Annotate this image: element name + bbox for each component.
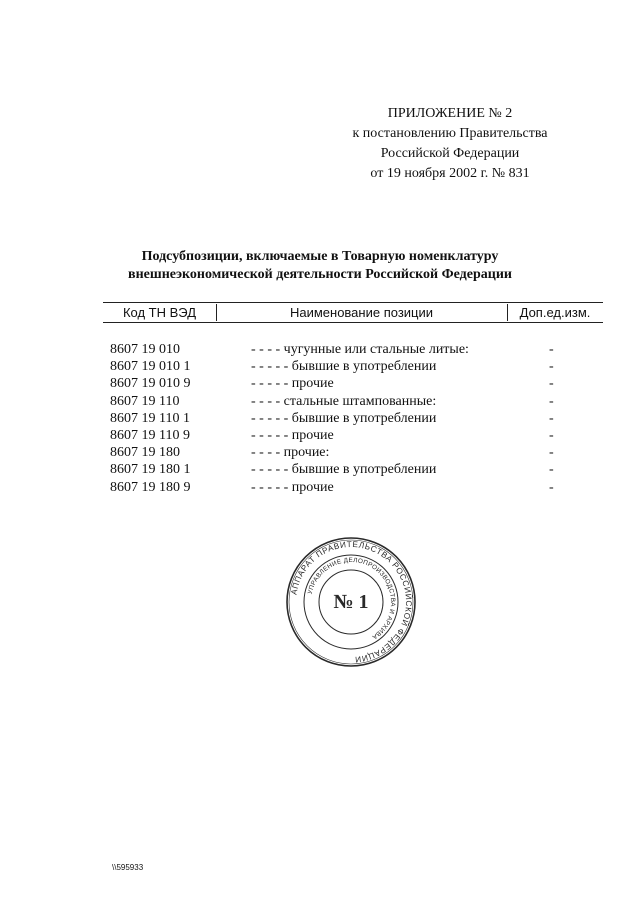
table-row <box>103 461 603 478</box>
row-code: 8607 19 180 1 <box>110 462 191 478</box>
row-unit: - <box>549 376 554 392</box>
table-row <box>103 375 603 392</box>
row-name: - - - - - прочие <box>251 479 334 495</box>
title-line-1: Подсубпозиции, включаемые в Товарную номенклатуру <box>141 249 499 264</box>
row-unit: - <box>549 393 554 409</box>
official-seal <box>285 536 417 668</box>
appendix-reference: к постановлению Правительства <box>352 126 548 141</box>
row-name: - - - - - бывшие в употреблении <box>251 462 437 478</box>
table-row <box>103 341 603 358</box>
row-code: 8607 19 180 9 <box>110 479 191 495</box>
appendix-number: ПРИЛОЖЕНИЕ № 2 <box>387 106 513 121</box>
row-unit: - <box>549 445 554 461</box>
row-code: 8607 19 110 1 <box>110 410 190 426</box>
seal-number: № 1 <box>333 591 369 613</box>
title-line-2: внешнеэкономической деятельности Российской Федерации <box>128 267 512 282</box>
row-name: - - - - стальные штампованные: <box>251 393 437 409</box>
column-header-name: Наименование позиции <box>216 304 508 321</box>
column-header-code: Код ТН ВЭД <box>103 304 217 321</box>
row-unit: - <box>549 427 554 443</box>
row-name: - - - - прочие: <box>251 445 330 461</box>
table-row <box>103 358 603 375</box>
row-code: 8607 19 010 <box>110 342 180 357</box>
table-body <box>103 341 603 496</box>
table-header <box>103 302 603 323</box>
table-row <box>103 410 603 427</box>
row-name: - - - - - бывшие в употреблении <box>251 359 437 375</box>
table-row <box>103 427 603 444</box>
row-code: 8607 19 180 <box>110 445 180 461</box>
row-code: 8607 19 010 9 <box>110 376 191 392</box>
codes-table <box>103 302 603 495</box>
row-code: 8607 19 110 9 <box>110 427 190 443</box>
row-unit: - <box>549 342 554 357</box>
table-row <box>103 444 603 461</box>
table-row <box>103 393 603 410</box>
row-name: - - - - чугунные или стальные литые: <box>251 342 469 357</box>
row-unit: - <box>549 479 554 495</box>
appendix-authority: Российской Федерации <box>380 146 520 161</box>
column-header-unit: Доп.ед.изм. <box>519 305 591 320</box>
seal-inner-text: УПРАВЛЕНИЕ ДЕЛОПРОИЗВОДСТВА И АРХИВА <box>306 556 397 641</box>
row-name: - - - - - прочие <box>251 427 334 443</box>
appendix-header <box>320 104 580 184</box>
document-id: \\595933 <box>112 863 144 872</box>
document-title <box>0 248 640 284</box>
row-unit: - <box>549 410 554 426</box>
row-unit: - <box>549 359 554 375</box>
row-name: - - - - - бывшие в употреблении <box>251 410 437 426</box>
row-code: 8607 19 110 <box>110 393 180 409</box>
appendix-date: от 19 ноября 2002 г. № 831 <box>370 166 530 181</box>
seal-outer-text: АППАРАТ ПРАВИТЕЛЬСТВА РОССИЙСКОЙ ФЕДЕРАЦИИ <box>289 539 414 664</box>
table-row <box>103 479 603 496</box>
row-code: 8607 19 010 1 <box>110 359 191 375</box>
row-unit: - <box>549 462 554 478</box>
row-name: - - - - - прочие <box>251 376 334 392</box>
